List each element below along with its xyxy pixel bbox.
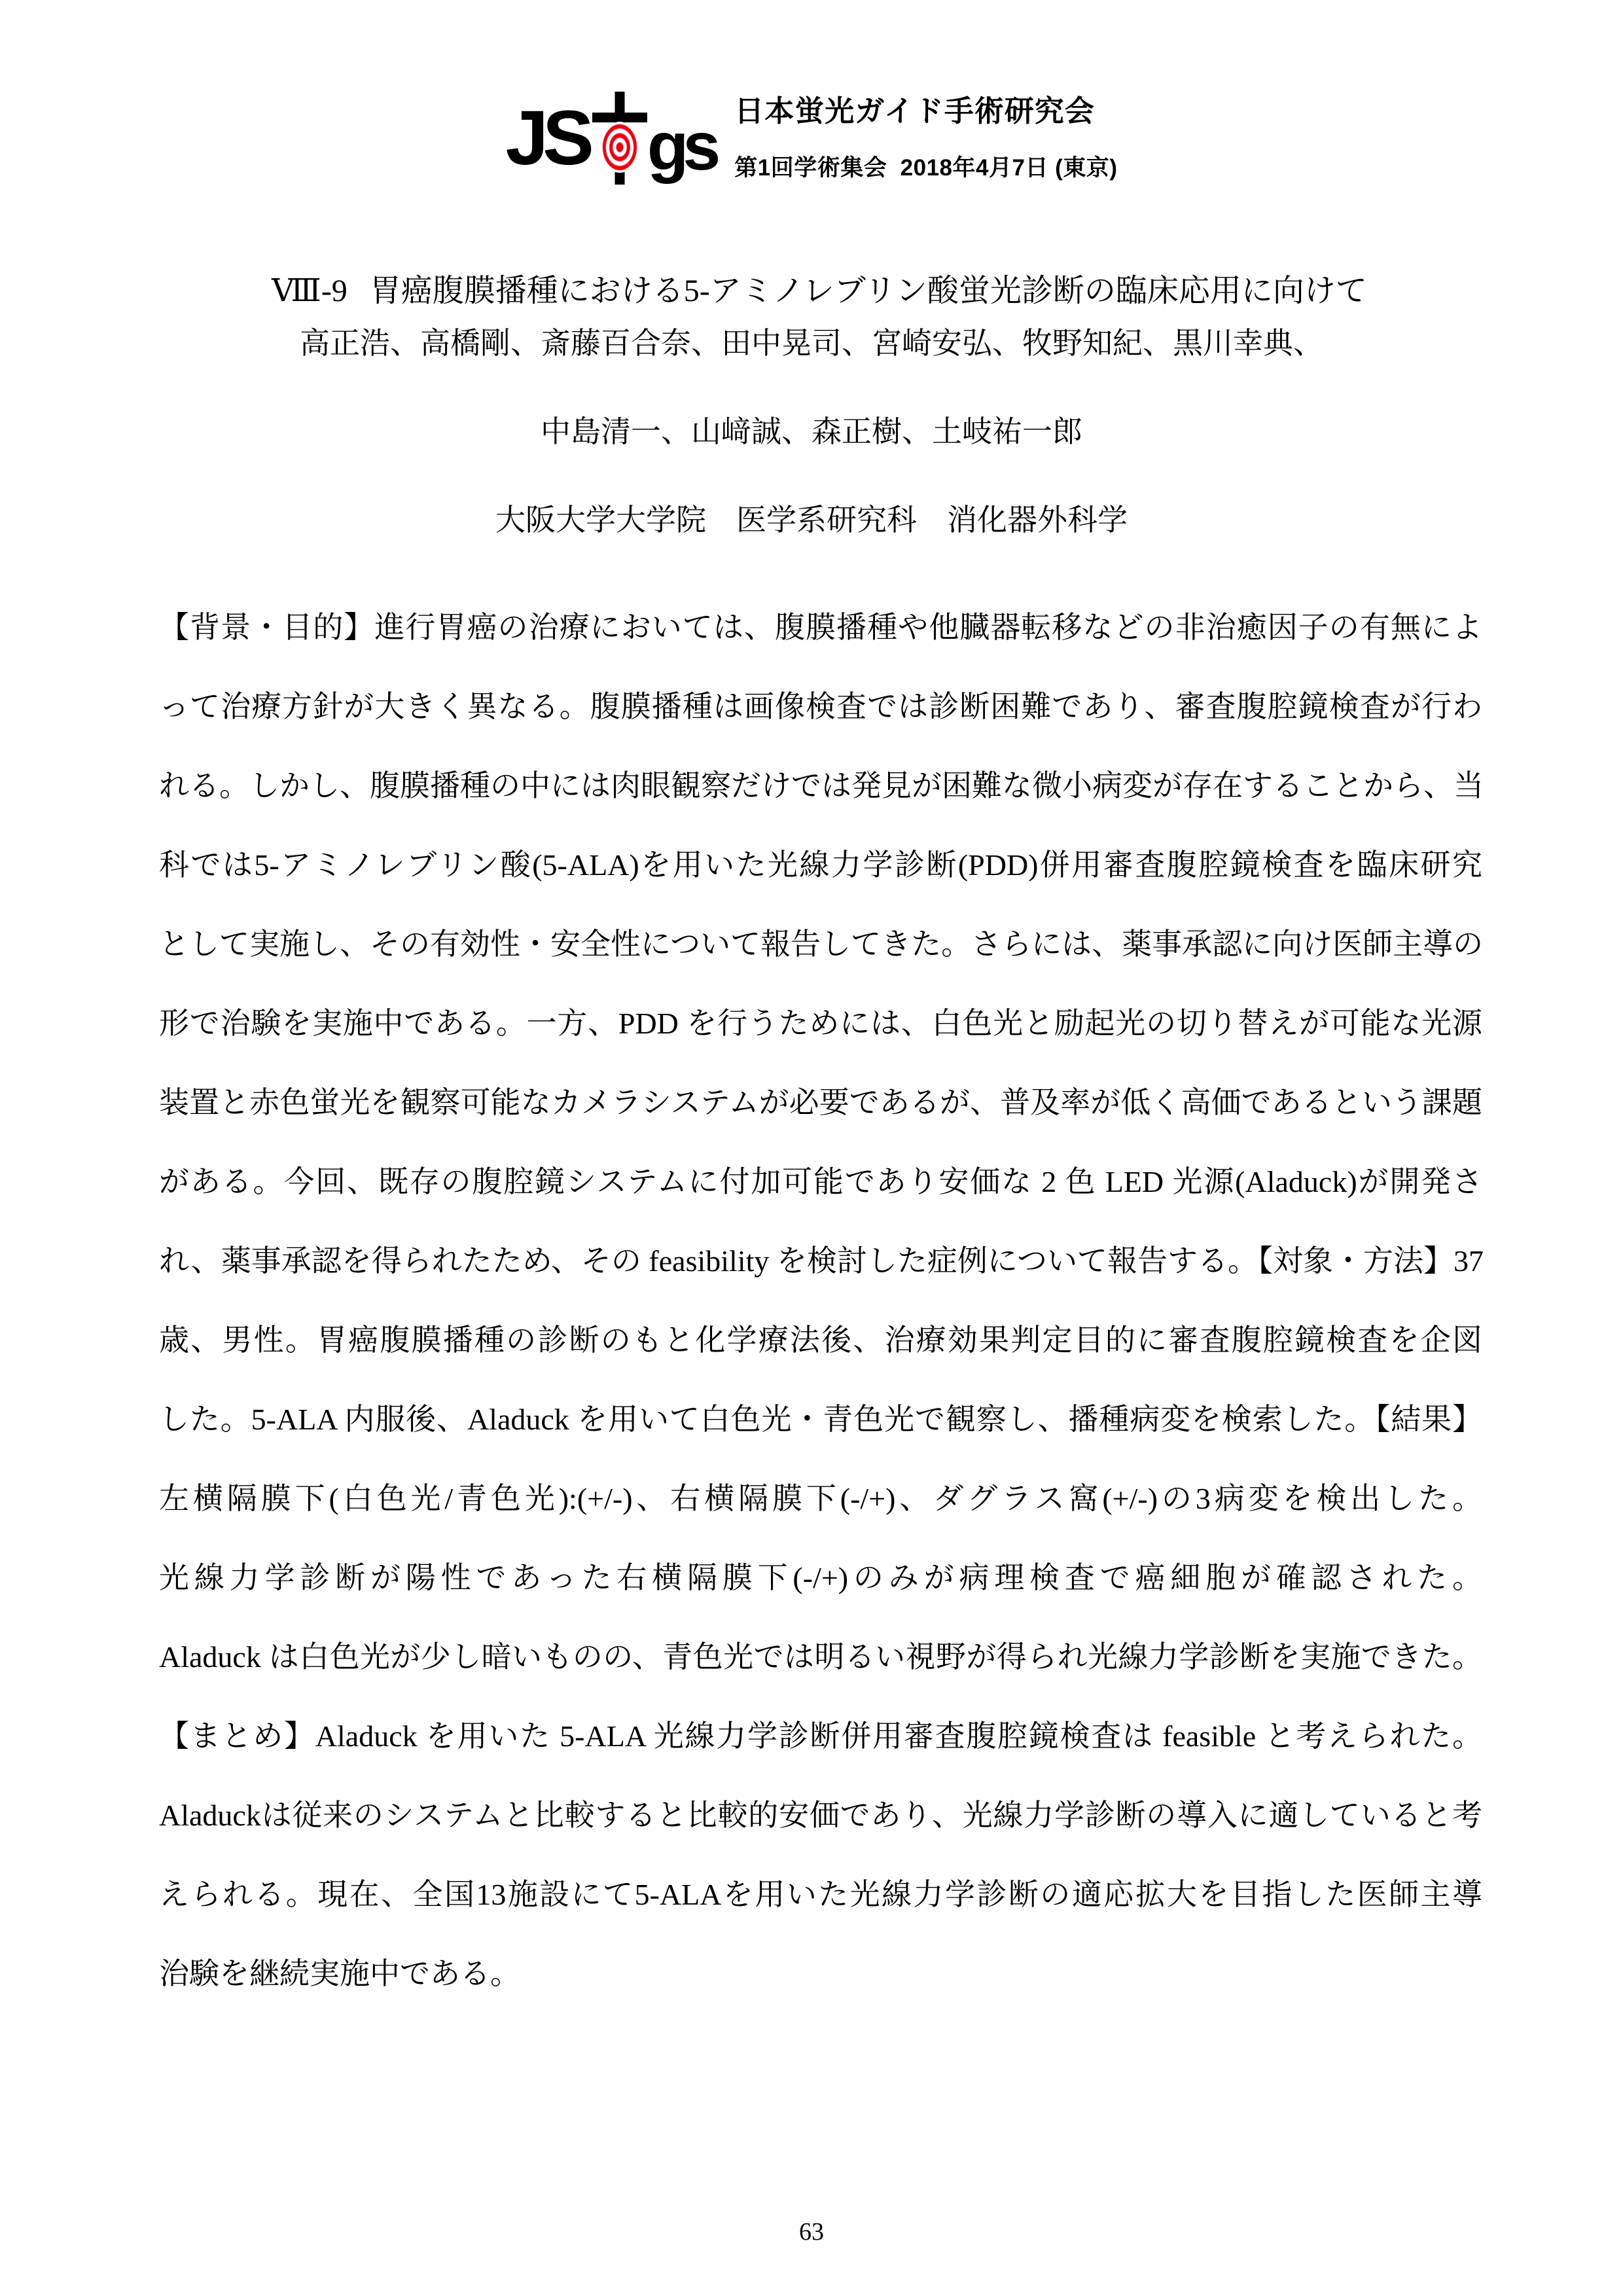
body-line: がある。今回、既存の腹腔鏡システムに付加可能であり安価な 2 色 LED 光源(Aladuck)が開発さ <box>159 1165 1482 1198</box>
logo-bullseye-icon <box>601 122 639 173</box>
abstract-number: Ⅷ-9 <box>272 273 348 308</box>
body-line: って治療方針が大きく異なる。腹膜播種は画像検査では診断困難であり、審査腹腔鏡検査が行わ <box>159 690 1482 723</box>
body-line: として実施し、その有効性・安全性について報告してきた。さらには、薬事承認に向け医師主導の <box>159 927 1484 961</box>
body-line: Aladuck は白色光が少し暗いものの、青色光では明るい視野が得られ光線力学診断を実施できた。 <box>159 1640 1482 1674</box>
body-line: えられる。現在、全国13施設にて5-ALAを用いた光線力学診断の適応拡大を目指した医師主導 <box>159 1878 1482 1911</box>
body-line: Aladuckは従来のシステムと比較すると比較的安価であり、光線力学診断の導入に適していると考 <box>159 1799 1482 1832</box>
meeting-info: 第1回学術集会 2018年4月7日 (東京) <box>734 154 1118 181</box>
abstract-title: 胃癌腹膜播種における5-アミノレブリン酸蛍光診断の臨床応用に向けて <box>369 273 1367 308</box>
logo-letters-gs: gs <box>647 108 715 185</box>
header-text-block <box>734 71 1117 206</box>
body-line: 【まとめ】Aladuck を用いた 5-ALA 光線力学診断併用審査腹腔鏡検査は feasible と考えられた。 <box>159 1719 1482 1753</box>
body-line: 科では5-アミノレブリン酸(5-ALA)を用いた光線力学診断(PDD)併用審査腹腔鏡検査を臨床研究 <box>159 848 1482 882</box>
body-line: れ、薬事承認を得られたため、その feasibility を検討した症例について報告する。【対象・方法】37 <box>159 1244 1484 1278</box>
body-line: 装置と赤色蛍光を観察可能なカメラシステムが必要であるが、普及率が低く高価であるという課題 <box>159 1086 1482 1119</box>
body-line: した。5-ALA 内服後、Aladuck を用いて白色光・青色光で観察し、播種病変を検索した。【結果】 <box>159 1403 1482 1436</box>
society-name: 日本蛍光ガイド手術研究会 <box>734 94 1095 128</box>
authors-line-1: 高正浩、高橋剛、斎藤百合奈、田中晃司、宮崎安弘、牧野知紀、黒川幸典、 <box>300 327 1323 360</box>
body-line: 歳、男性。胃癌腹膜播種の診断のもと化学療法後、治療効果判定目的に審査腹腔鏡検査を企図 <box>159 1323 1482 1357</box>
abstract-body <box>159 588 1482 2013</box>
page-number: 63 <box>799 2218 824 2246</box>
body-line: 【背景・目的】進行胃癌の治療においては、腹膜播種や他臓器転移などの非治癒因子の有無によ <box>159 611 1482 644</box>
body-line: れる。しかし、腹膜播種の中には肉眼観察だけでは発見が困難な微小病変が存在することから、当 <box>159 769 1484 802</box>
authors-line-2: 中島清一、山﨑誠、森正樹、土岐祐一郎 <box>541 415 1082 448</box>
page-header <box>0 71 1623 206</box>
body-line: 形で治験を実施中である。一方、PDD を行うためには、白色光と励起光の切り替えが可能な光源 <box>159 1007 1482 1040</box>
body-line: 左横隔膜下(白色光/青色光):(+/-)、右横隔膜下(-/+)、ダグラス窩(+/-)の3病変を検出した。 <box>159 1482 1482 1515</box>
logo-letters-js: JS <box>505 94 588 181</box>
body-line: 治験を継続実施中である。 <box>159 1957 520 1990</box>
body-line: 光線力学診断が陽性であった右横隔膜下(-/+)のみが病理検査で癌細胞が確認された。 <box>159 1561 1482 1594</box>
jsfgs-logo <box>506 92 715 184</box>
affiliation: 大阪大学大学院 医学系研究科 消化器外科学 <box>495 503 1128 537</box>
abstract-title-row <box>0 234 1623 310</box>
logo-cross-target-icon <box>592 92 647 185</box>
